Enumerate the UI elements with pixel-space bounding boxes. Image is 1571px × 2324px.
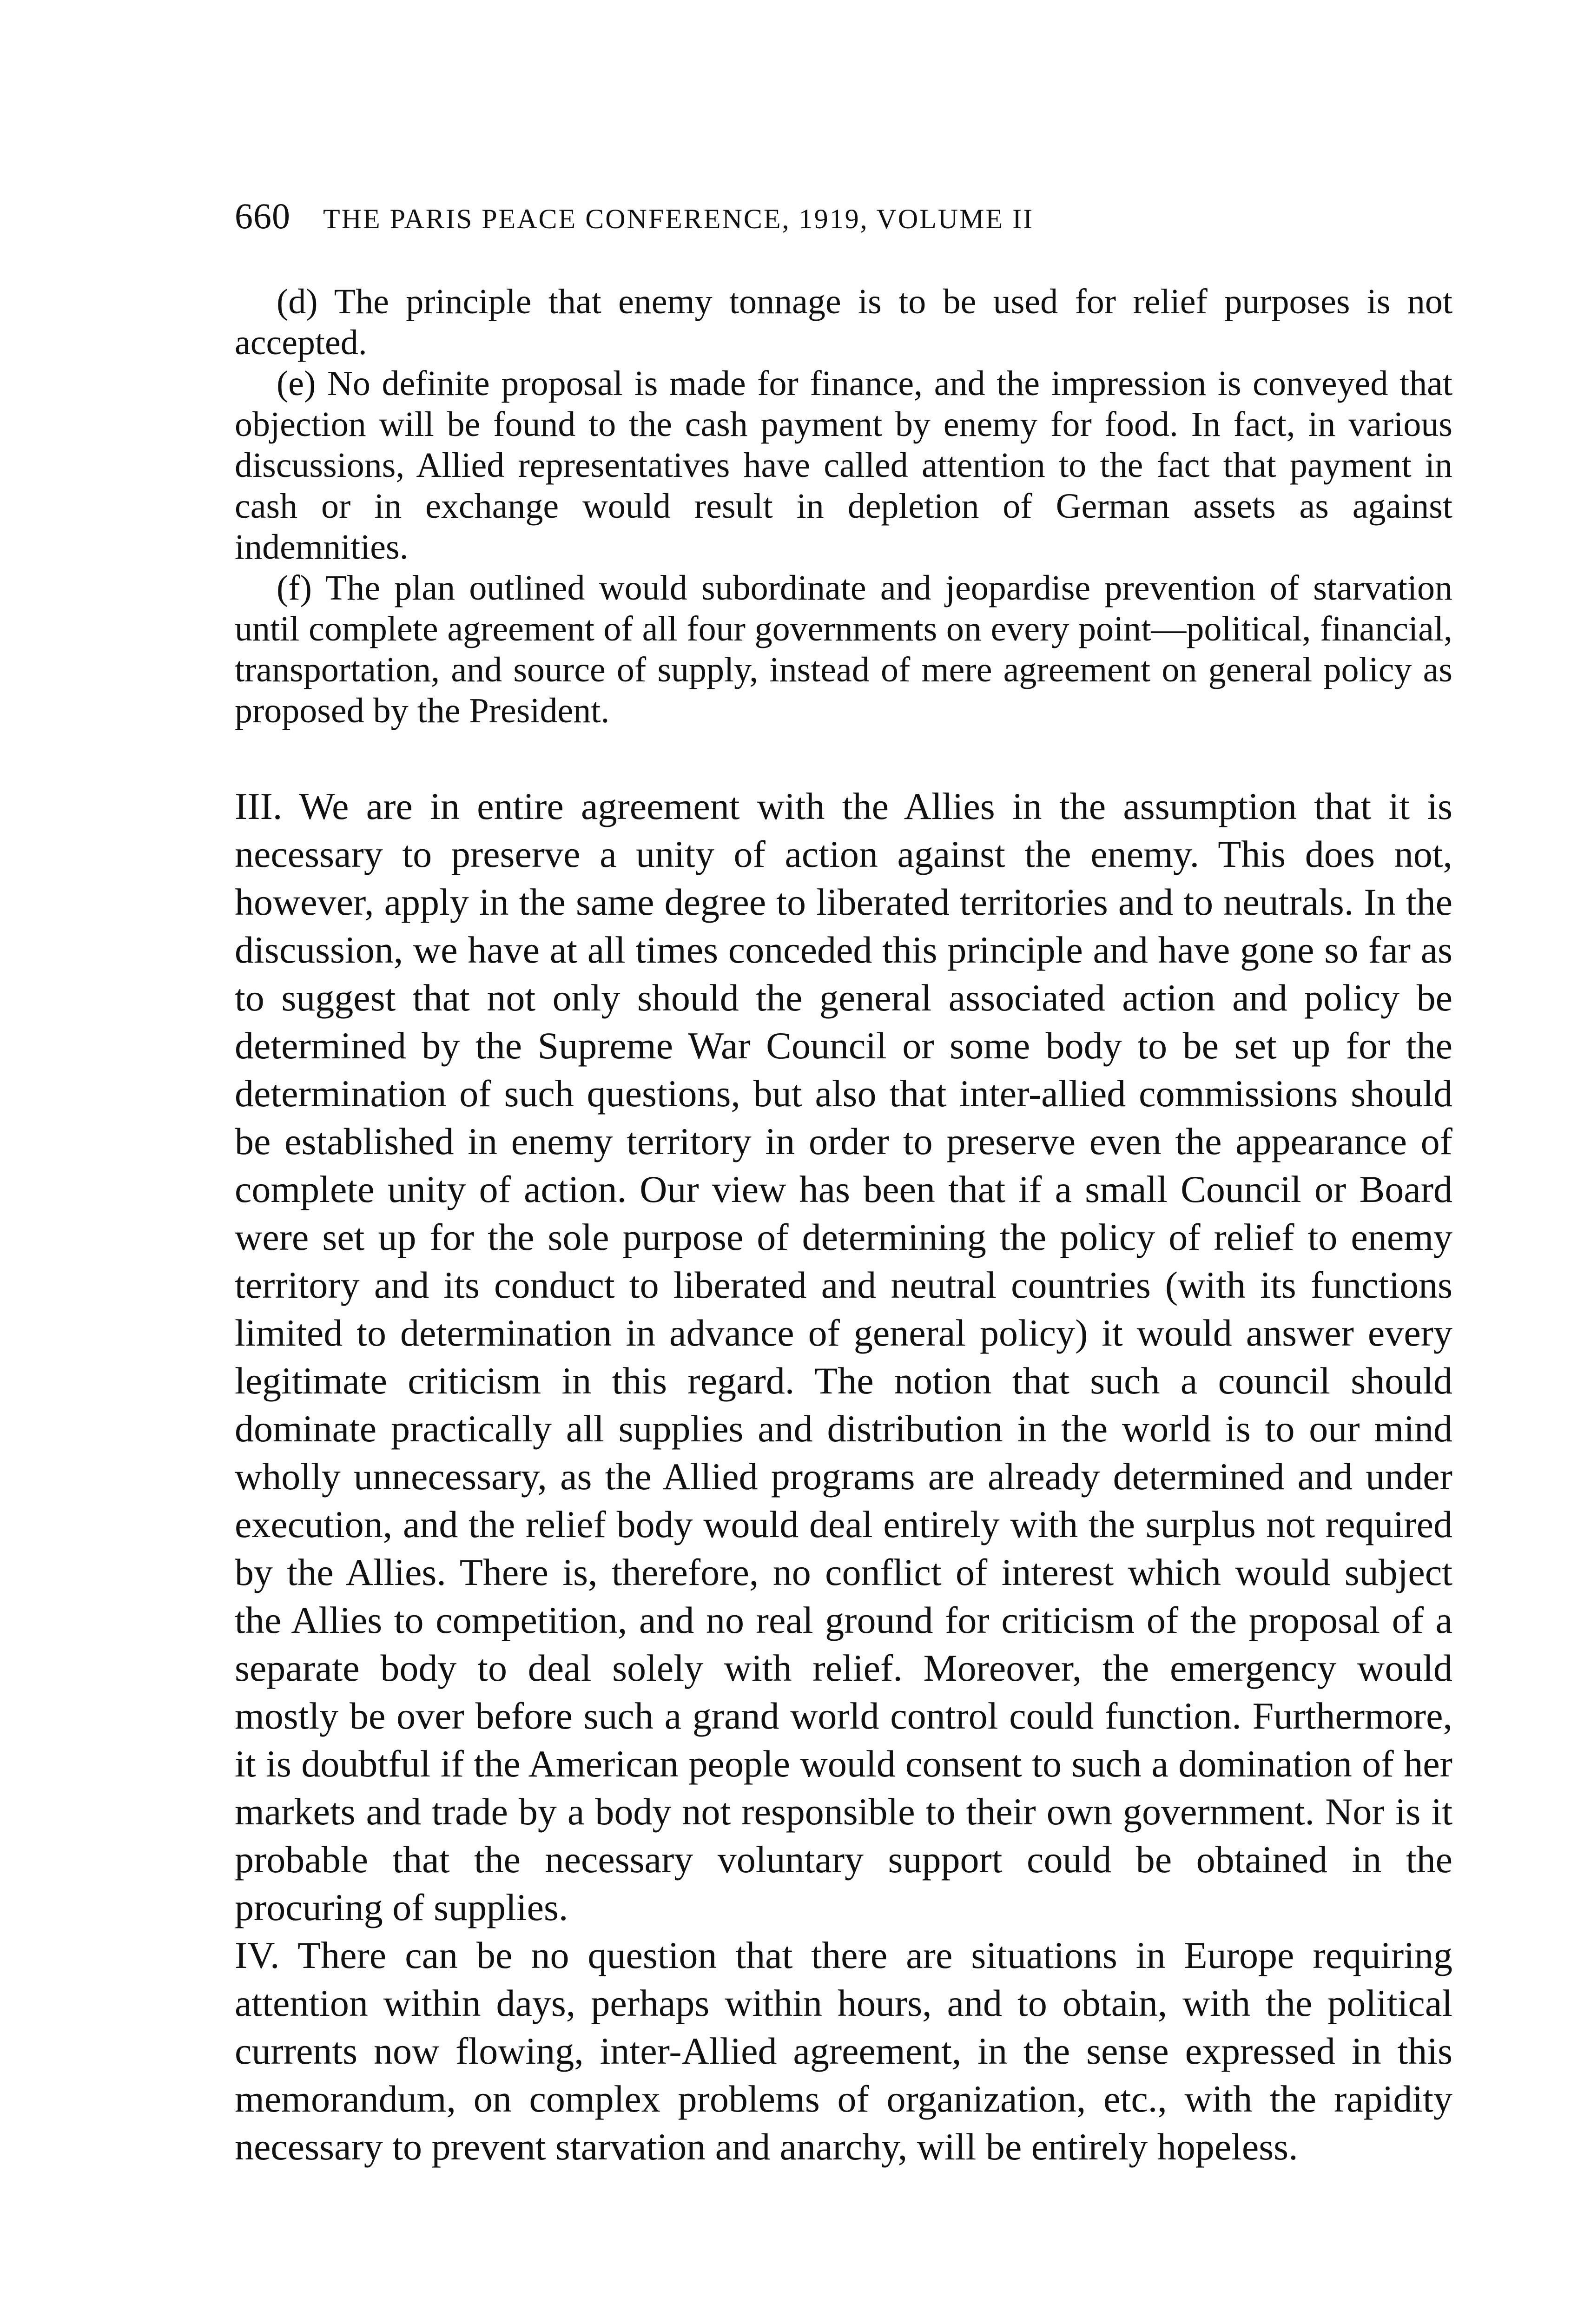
memorandum-points (235, 281, 1452, 731)
running-header (235, 195, 1452, 237)
running-title: THE PARIS PEACE CONFERENCE, 1919, VOLUME II (323, 204, 1034, 234)
section-iv-paragraph: IV. There can be no question that there are situations in Europe requiring attention within days, perhaps within hours, and to obtain, with the political currents now flowing, inter-Allied agreement, in the sense expressed in this memorandum, on complex problems of organization, etc., with the rapidity necessary to prevent starvation and anarchy, will be entirely hopeless. (235, 1934, 1452, 2168)
point-e-paragraph: (e) No definite proposal is made for finance, and the impression is conveyed that objection will be found to the cash payment by enemy for food. In fact, in various discussions, Allied representatives have called attention to the fact that payment in cash or in exchange would result in depletion of German assets as against indemnities. (235, 364, 1452, 567)
point-f-paragraph: (f) The plan outlined would subordinate and jeopardise prevention of starvation until complete agreement of all four governments on every point—political, financial, transportation, and source of supply, instead of mere agreement on general policy as proposed by the President. (235, 568, 1452, 730)
document-page (235, 195, 1452, 2171)
section-iii-paragraph: III. We are in entire agreement with the Allies in the assumption that it is necessary to preserve a unity of action against the enemy. This does not, however, apply in the same degree to liberated territories and to neutrals. In the discussion, we have at all times conceded this principle and have gone so far as to suggest that not only should the general associated action and policy be determined by the Supreme War Council or some body to be set up for the determination of such questions, but also that inter-allied commissions should be established in enemy territory in order to preserve even the appearance of complete unity of action. Our view has been that if a small Council or Board were set up for the sole purpose of determining the policy of relief to enemy territory and its conduct to liberated and neutral countries (with its functions limited to determination in advance of general policy) it would answer every legitimate criticism in this regard. The notion that such a council should dominate practically all supplies and distribution in the world is to our mind wholly unnecessary, as the Allied programs are already determined and under execution, and the relief body would deal entirely with the surplus not required by the Allies. There is, therefore, no conflict of interest which would subject the Allies to competition, and no real ground for criticism of the proposal of a separate body to deal solely with relief. Moreover, the emergency would mostly be over before such a grand world control could function. Furthermore, it is doubtful if the American people would consent to such a domination of her markets and trade by a body not responsible to their own government. Nor is it probable that the necessary voluntary support could be obtained in the procuring of supplies. (235, 785, 1452, 1928)
point-d-paragraph: (d) The principle that enemy tonnage is to be used for relief purposes is not accepted. (235, 282, 1452, 362)
page-number: 660 (235, 196, 290, 236)
body-text (235, 782, 1452, 2171)
